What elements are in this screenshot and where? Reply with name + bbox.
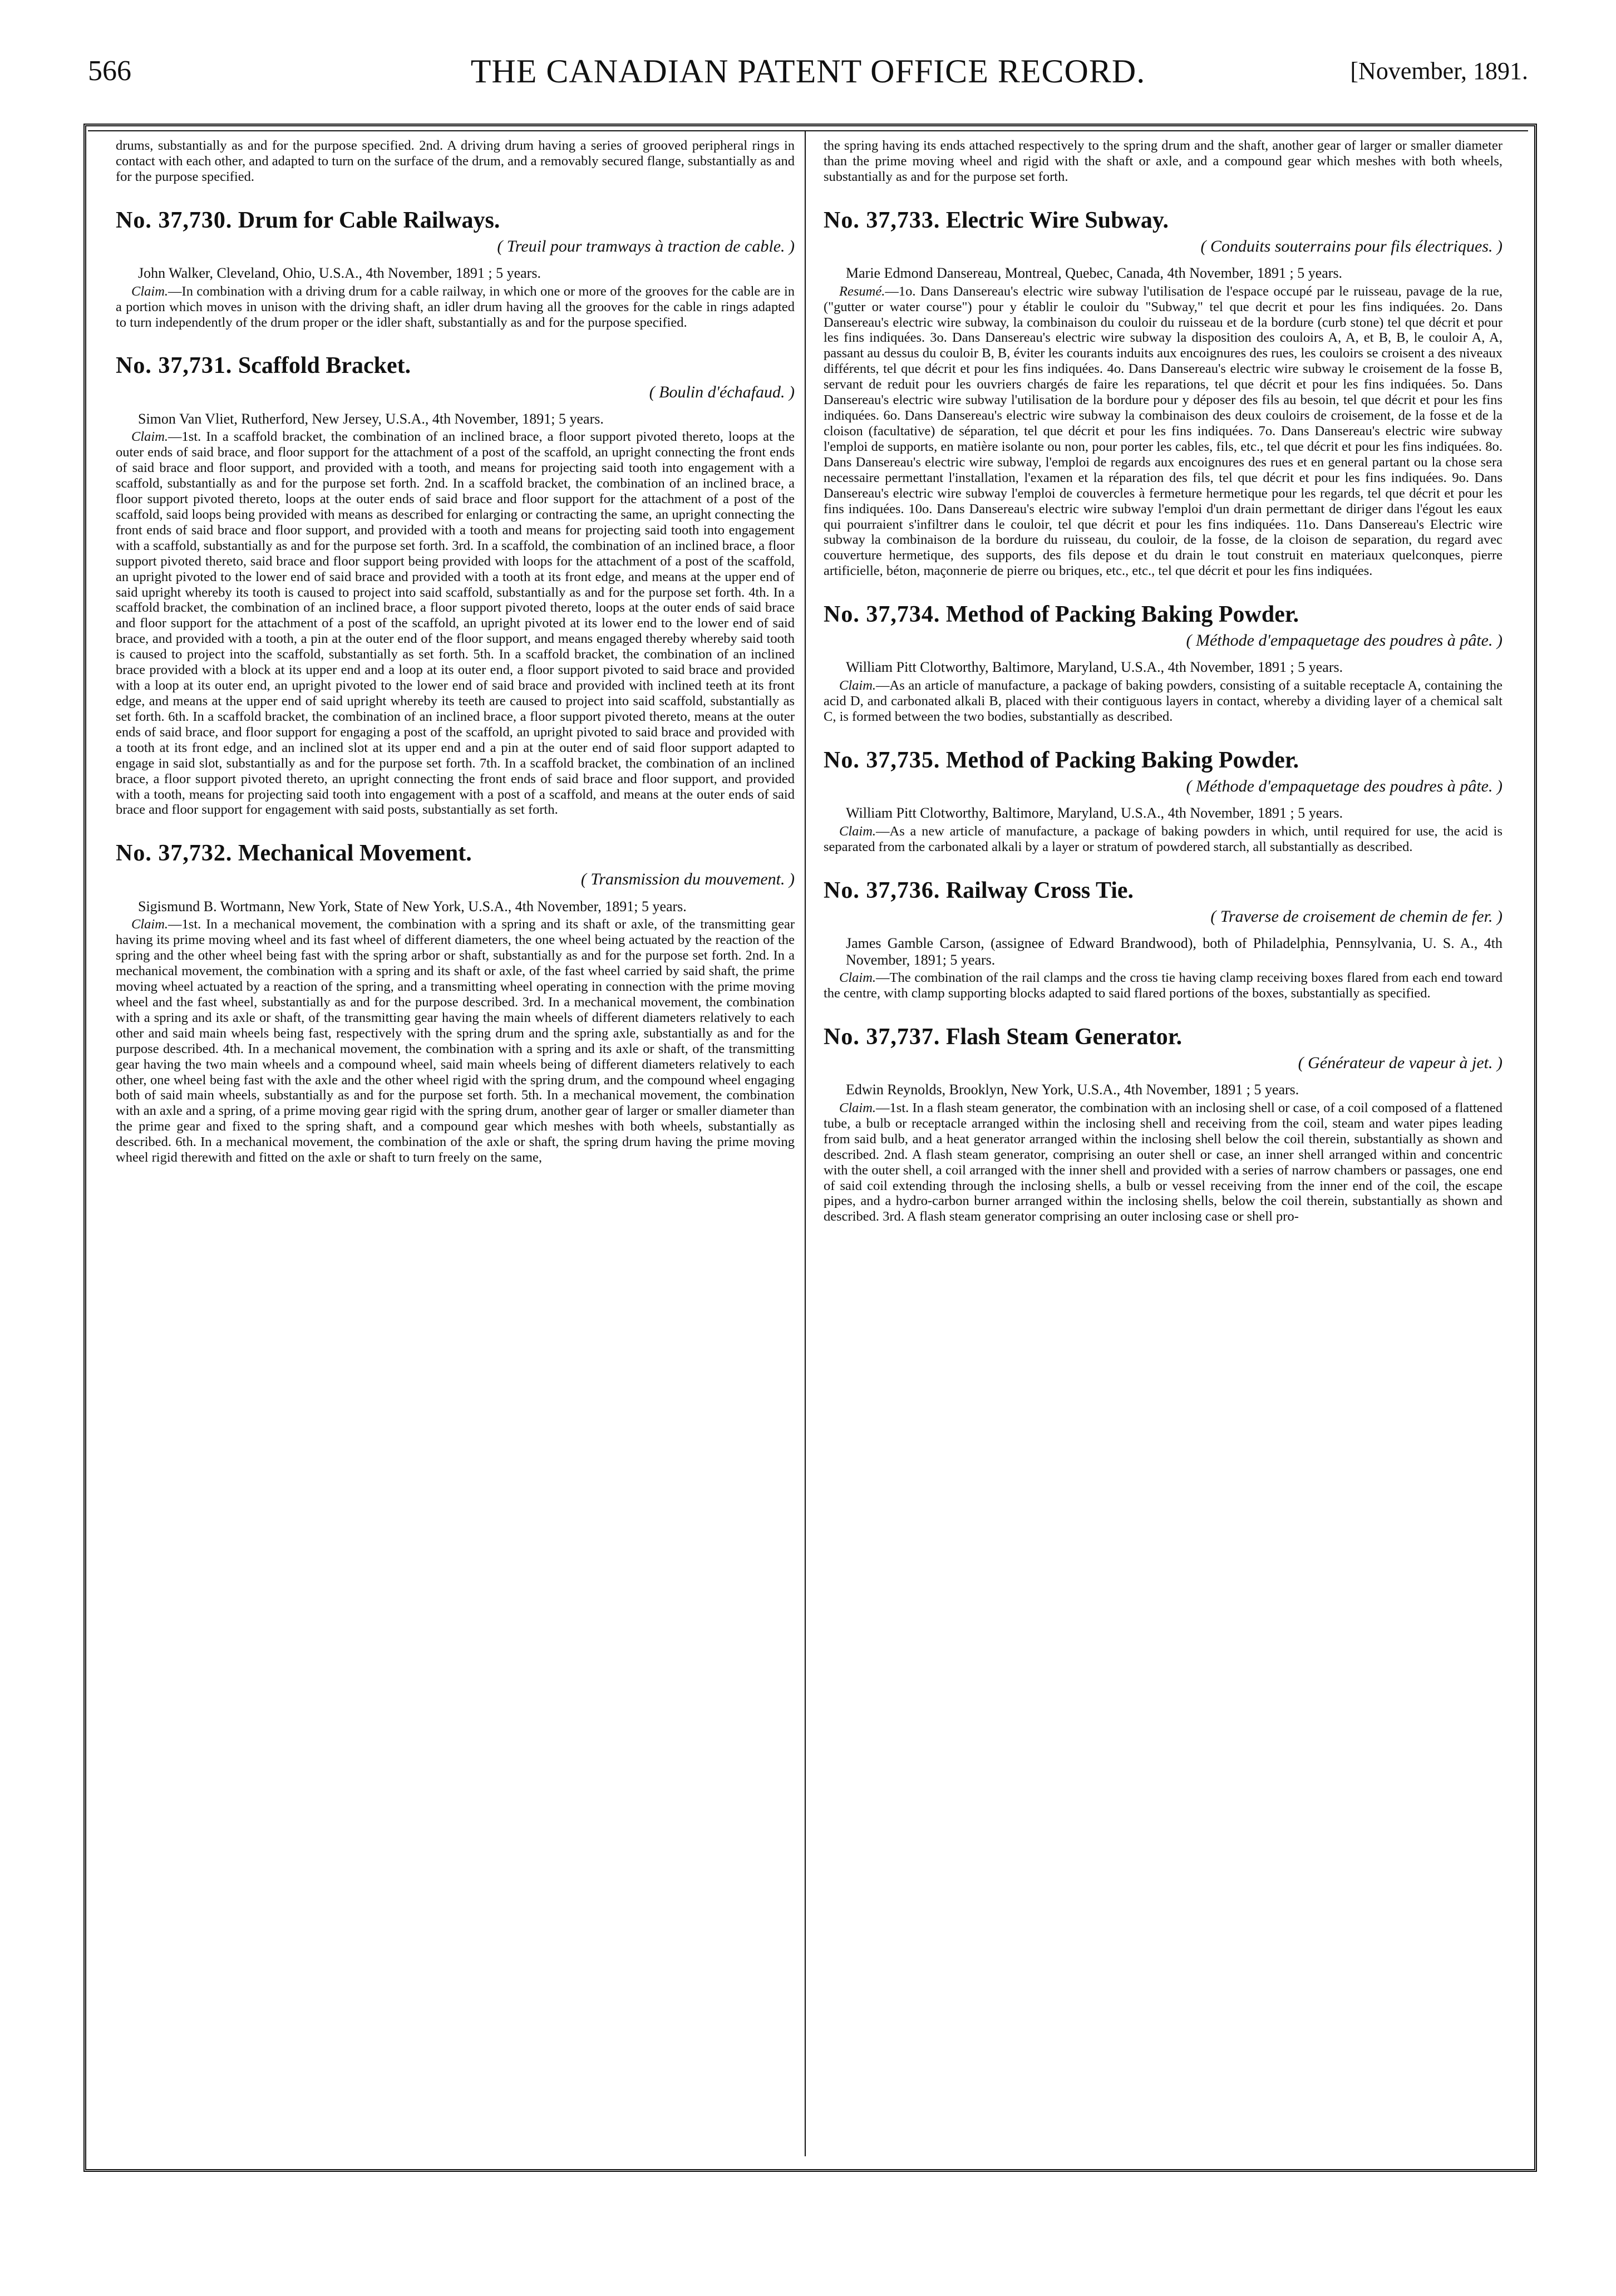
claim-body: —The combination of the rail clamps and the cross tie having clamp receiving boxes flared from each end toward the centre, with clamp supporting blocks adapted to said flared portions of the boxes, substantially as specified. (824, 970, 1502, 1001)
claim-body: —In combination with a driving drum for a cable railway, in which one or more of the grooves for the cable are in a portion which moves in unison with the driving shaft, an idler drum having all the grooves for the cable in rings adapted to turn independently of the drum proper or the idler shaft, substantially as and for the purpose specified. (116, 283, 795, 330)
inventor-line: William Pitt Clotworthy, Baltimore, Maryland, U.S.A., 4th November, 1891 ; 5 years. (846, 659, 1343, 676)
patent-title: Railway Cross Tie. (945, 877, 1134, 903)
claim-body: —1st. In a mechanical movement, the combination with a spring and its shaft or axle, of the transmitting gear having its prime moving wheel and its fast wheel of different diameters, the one wheel being actuated by the reaction of the spring and the other wheel being fast with the spring arbor or shaft, substantially as and for the purpose set forth. 2nd. In a mechanical movement, the combination with a spring and its shaft or axle, of the fast wheel carried by said shaft, the prime moving wheel actuated by a reaction of the spring, and a transmitting wheel operating in connection with the prime moving wheel and the fast wheel, substantially as and for the purpose described. 3rd. In a mechanical movement, the combination with a spring and its axle or shaft, of the transmitting gear having the main wheels of different diameters relatively to each other and said main wheels being fast, respectively with the spring drum and the spring axle, substantially as and for the purpose described. 4th. In a mechanical movement, the combination with a spring and its axle or shaft, of the transmitting gear having the two main wheels and a compound wheel, said main wheels being of different diameters relatively to each other, one wheel being fast with the axle and the other wheel rigid with the spring drum, and the compound wheel engaging both of said main wheels, substantially as and for the purpose set forth. 5th. In a mechanical movement, the combination with an axle and a spring, of a prime moving gear rigid with the spring drum, another gear of larger or smaller diameter than the prime gear and fixed to the spring shaft, and a compound gear which meshes with both wheels, substantially as described. 6th. In a mechanical movement, the combination of the axle or shaft, the spring drum having the prime moving wheel rigid therewith and fitted on the axle or shaft to turn freely on the same, (116, 917, 795, 1166)
claim-label: Claim. (839, 1100, 876, 1115)
patent-entry (824, 602, 1502, 725)
patent-entry (824, 878, 1502, 1001)
patent-title: Flash Steam Generator. (945, 1024, 1183, 1050)
patent-number: No. 37,730. (116, 207, 233, 233)
claim-body: —As a new article of manufacture, a package of baking powders in which, until required for use, the acid is separated from the carbonated alkali by a layer or stratum of powdered starch, all substantially as described. (824, 823, 1502, 854)
claim-body: —1st. In a flash steam generator, the combination with an inclosing shell or case, of a coil composed of a flattened tube, a bulb or receptacle arranged within the inclosing shell and receiving from the coil, steam and water pipes leading from said bulb, and a heat generator arranged within the inclosing shell below the coil therein, substantially as shown and described. 2nd. A flash steam generator, comprising an outer shell or case, an inner shell arranged within and concentric with the outer shell, a coil arranged with the inner shell and provided with a series of narrow chambers or passages, one end of said coil extending through the inclosing shells, a bulb or vessel receiving from the inner end of the coil, the escape pipes, and a hydro-carbon burner arranged within the inclosing shells, below the coil therein, substantially as shown and described. 3rd. A flash steam generator comprising an outer inclosing case or shell pro- (824, 1100, 1502, 1225)
left-column (116, 138, 795, 2153)
claim-text (824, 678, 1502, 725)
inventor-line: Simon Van Vliet, Rutherford, New Jersey, U.S.A., 4th November, 1891; 5 years. (138, 410, 604, 427)
patent-number: No. 37,736. (824, 877, 940, 903)
claim-text (824, 284, 1502, 579)
claim-label: Claim. (131, 917, 169, 932)
right-column (824, 138, 1502, 2153)
claim-text (116, 429, 795, 818)
claim-text (824, 1100, 1502, 1225)
french-title: ( Transmission du mouvement. ) (580, 870, 795, 889)
claim-text (824, 824, 1502, 855)
patent-number: No. 37,732. (116, 840, 233, 867)
frame-inner-rule (88, 130, 1528, 131)
patent-title: Electric Wire Subway. (945, 207, 1169, 233)
patent-title: Method of Packing Baking Powder. (945, 602, 1299, 628)
patent-entry (116, 353, 795, 818)
entry-heading (116, 208, 795, 233)
claim-label: Claim. (131, 283, 169, 299)
french-title: ( Boulin d'échafaud. ) (649, 382, 795, 401)
column-divider (805, 130, 806, 2156)
entry-heading (824, 878, 1502, 903)
patent-number: No. 37,731. (116, 353, 233, 379)
claim-body: —1o. Dans Dansereau's electric wire subway l'utilisation de l'espace occupé par le ruisseau, pavage de la rue, ("gutter or water course") pour y établir le couloir du "Subway," tel que decrit et pour les fins indiquées. 2o. Dans Dansereau's electric wire subway, la combinaison du couloir du ruisseau et de la bordure (curb stone) tel que décrit et pour les fins indiquées. 3o. Dans Dansereau's electric wire subway la disposition des couloirs A, A, et B, B, le couloir A, A, passant au dessus du couloir B, B, éviter les courants induits aux encoignures des rues, les couloirs se croisent a des niveaux différents, tel que décrit et pour les fins indiquées. 4o. Dans Dansereau's electric wire subway le croisement de la fosse B, servant de reduit pour les ouvriers chargés de faire les reparations, tel que décrit et pour les fins indiquées. 5o. Dans Dansereau's electric wire subway l'utilisation de la bordure pour y déposer des fils au besoin, tel que décrit et pour les fins indiquées. 6o. Dans Dansereau's electric wire subway la combinaison des deux couloirs de croisement, de la fosse et de la cloison (facultative) de séparation, tel que décrit et pour les fins indiquées. 7o. Dans Dansereau's electric wire subway l'emploi de supports, en matière isolante ou non, pour porter les cables, fils, etc., tel que décrit et pour les fins indiquées. 8o. Dans Dansereau's electric wire subway, l'emploi de regards aux encoignures des rues et en general partant ou la chose sera necessaire permettant l'installation, l'examen et la réparation des fils, tel que décrit et pour les fins indiquées. 9o. Dans Dansereau's electric wire subway l'emploi de couvercles à fermeture hermetique pour les regards, tel que décrit et pour les fins indiquées. 10o. Dans Dansereau's electric wire subway l'emploi d'un drain permettant de diriger dans l'égout les eaux qui pourraient s'infiltrer dans le couloir, tel que décrit et pour les fins indiquées. 11o. Dans Dansereau's Electric wire subway la combinaison de la bordure du ruisseau, du couloir, de la fosse, de la cloison de separation, du regard avec couverture hermetique, des supports, des fils depose et du drain le tout construit en materiaux quelconques, pierre artificielle, béton, maçonnerie de pierre ou briques, etc., etc., tel que décrit et pour les fins indiquées. (824, 283, 1502, 579)
page-number: 566 (88, 55, 131, 87)
claim-text (824, 970, 1502, 1001)
entry-heading (116, 353, 795, 378)
claim-label: Claim. (839, 823, 876, 839)
entry-heading (824, 602, 1502, 627)
patent-number: No. 37,735. (824, 747, 940, 773)
patent-number: No. 37,733. (824, 207, 940, 233)
patent-title: Scaffold Bracket. (238, 353, 411, 379)
entry-heading (116, 841, 795, 866)
inventor-line: James Gamble Carson, (assignee of Edward Brandwood), both of Philadelphia, Pennsylvania, U. S. A., 4th November, 1891; 5 years. (846, 935, 1502, 968)
patent-title: Mechanical Movement. (238, 840, 472, 867)
inventor-line: William Pitt Clotworthy, Baltimore, Maryland, U.S.A., 4th November, 1891 ; 5 years. (846, 805, 1343, 822)
patent-entry (824, 748, 1502, 855)
inventor-line: Marie Edmond Dansereau, Montreal, Quebec, Canada, 4th November, 1891 ; 5 years. (846, 265, 1343, 282)
claim-label: Claim. (839, 970, 876, 986)
claim-body: —As an article of manufacture, a package of baking powders, consisting of a suitable receptacle A, containing the acid D, and carbonated alkali B, placed with their contiguous layers in contact, whereby a dividing layer of a chemical salt C, is formed between the two bodies, substantially as described. (824, 678, 1502, 724)
french-title: ( Méthode d'empaquetage des poudres à pâte. ) (1186, 776, 1502, 795)
continued-claim: drums, substantially as and for the purpose specified. 2nd. A driving drum having a series of grooved peripheral rings in contact with each other, and adapted to turn on the surface of the drum, and a removably secured flange, substantially as and for the purpose specified. (116, 138, 795, 184)
patent-number: No. 37,737. (824, 1024, 940, 1050)
patent-entry (824, 208, 1502, 579)
inventor-line: Sigismund B. Wortmann, New York, State of New York, U.S.A., 4th November, 1891; 5 years. (138, 898, 687, 915)
entry-heading (824, 1025, 1502, 1049)
french-title: ( Générateur de vapeur à jet. ) (1298, 1054, 1502, 1073)
patent-title: Drum for Cable Railways. (238, 207, 500, 233)
patent-entry (824, 1025, 1502, 1225)
claim-text (116, 284, 795, 331)
claim-label: Claim. (131, 429, 169, 445)
entry-heading (824, 208, 1502, 233)
claim-text (116, 917, 795, 1166)
journal-title: THE CANADIAN PATENT OFFICE RECORD. (470, 53, 1146, 90)
claim-label: Resumé. (839, 283, 885, 299)
french-title: ( Méthode d'empaquetage des poudres à pâte. ) (1186, 631, 1502, 650)
patent-number: No. 37,734. (824, 602, 940, 628)
claim-body: —1st. In a scaffold bracket, the combination of an inclined brace, a floor support pivoted thereto, loops at the outer ends of said brace, and floor support for the attachment of a post of the scaffold, an upright connecting the front ends of said brace and floor support, and provided with a tooth, and means for projecting said tooth into engagement with a scaffold, substantially as and for the purpose set forth. 2nd. In a scaffold bracket, the combination of an inclined brace, a floor support pivoted thereto, loops at the outer ends of said brace and floor support for the attachment of a post of the scaffold, said loops being provided with means as described for enlarging or contracting the same, an upright connecting the front ends of said brace and floor support, and provided with a tooth and means for projecting said tooth into engagement with a scaffold, substantially as and for the purpose set forth. 3rd. In a scaffold, the combination of an inclined brace, a floor support pivoted thereto, said brace and floor support being provided with loops for the attachment of a post of the scaffold, an upright pivoted to the lower end of said brace and provided with a tooth at its front edge, and means at the upper end of said upright whereby its tooth is caused to project into said scaffold, substantially as and for the purpose set forth. 4th. In a scaffold bracket, the combination of an inclined brace, a floor support pivoted thereto, loops at the outer ends of said brace and floor support for the attachment of a post of the scaffold, an upright pivoted at its lower end to the lower end of said brace, and provided with a tooth, a pin at the outer end of the floor support, and means engaged thereby whereby said tooth is caused to project into the scaffold, substantially as set forth. 5th. In a scaffold bracket, the combination of an inclined brace provided with a block at its upper end and a loop at its outer end, a floor support pivoted to said brace and provided with a loop at its outer end, an upright pivoted to the lower end of said brace and provided with inclined teeth at its front edge, and means at the upper end of said upright whereby its teeth are caused to project into said scaffold, substantially as set forth. 6th. In a scaffold bracket, the combination of an inclined brace, a floor support pivoted thereto, means at the outer ends of said brace, and floor support for engaging a post of the scaffold, an upright pivoted to said brace and provided with a tooth at its front edge, and an inclined slot at its upper end and a pin at the outer end of said floor support adapted to engage in said slot, substantially as and for the purpose set forth. 7th. In a scaffold bracket, the combination of an inclined brace, a floor support pivoted thereto, an upright connecting the front ends of said brace and floor support, and provided with a tooth, means for projecting said tooth into engagement with a post of a scaffold, and means at the outer ends of said brace and floor support for engagement with said posts, substantially as set forth. (116, 429, 795, 818)
running-header (83, 45, 1533, 95)
french-title: ( Conduits souterrains pour fils électriques. ) (1200, 237, 1502, 255)
patent-entry (116, 841, 795, 1166)
patent-entry (116, 208, 795, 331)
inventor-line: Edwin Reynolds, Brooklyn, New York, U.S.A., 4th November, 1891 ; 5 years. (846, 1081, 1299, 1098)
patent-title: Method of Packing Baking Powder. (945, 747, 1299, 773)
claim-label: Claim. (839, 678, 876, 694)
french-title: ( Treuil pour tramways à traction de cable. ) (497, 237, 795, 255)
continued-claim: the spring having its ends attached respectively to the spring drum and the shaft, another gear of larger or smaller diameter than the prime moving wheel and rigid with the shaft or axle, and a compound gear which meshes with both wheels, substantially as and for the purpose set forth. (824, 138, 1502, 184)
entry-heading (824, 748, 1502, 773)
french-title: ( Traverse de croisement de chemin de fer. ) (1210, 907, 1502, 926)
issue-date: [November, 1891. (1350, 57, 1528, 85)
inventor-line: John Walker, Cleveland, Ohio, U.S.A., 4th November, 1891 ; 5 years. (138, 265, 541, 282)
